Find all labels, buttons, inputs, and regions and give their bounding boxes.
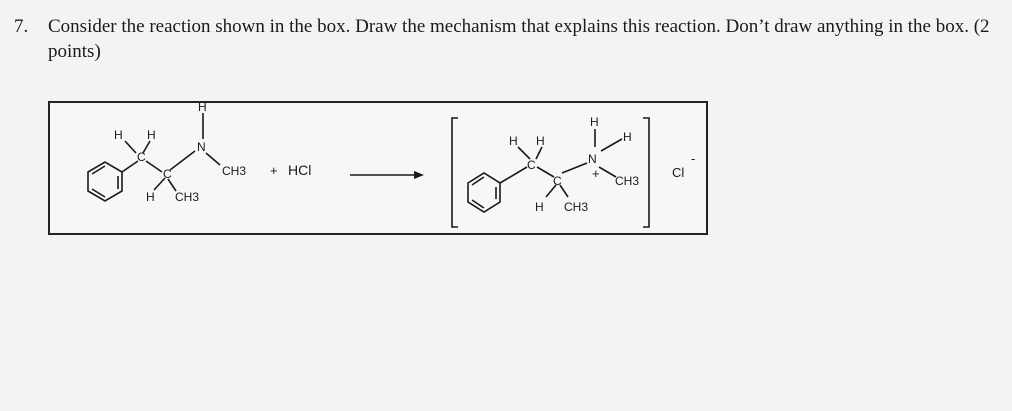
reactant-h-on-n: H (198, 103, 207, 114)
counterion-charge: - (691, 151, 696, 166)
product-c-methyl: CH3 (564, 200, 589, 214)
reactant-c-benzylic: C (137, 150, 146, 164)
reactant-c-methyl: CH3 (175, 190, 200, 204)
reactant-n: N (197, 140, 206, 154)
plus-sign: + (270, 163, 278, 178)
product-positive-charge: + (592, 166, 600, 181)
reaction-box (48, 101, 708, 235)
product-n: N (588, 152, 597, 166)
product-n-methyl: CH3 (615, 174, 640, 188)
product-h-on-n-top: H (590, 115, 599, 129)
counterion-cl: Cl (672, 165, 685, 180)
question-text: Consider the reaction shown in the box. Draw the mechanism that explains this reaction. Don’t draw anything in the box. (2 points) (48, 16, 990, 62)
question-number: 7. (14, 16, 29, 37)
reactant-h-top-right: H (147, 128, 156, 142)
reactant-h-top-left: H (114, 128, 123, 142)
reaction-scheme (50, 103, 710, 237)
product-h-top-right: H (536, 134, 545, 148)
product-h-top-left: H (509, 134, 518, 148)
product-c-alpha: C (553, 174, 562, 188)
product-h-bottom: H (535, 200, 544, 214)
reactant-h-bottom: H (146, 190, 155, 204)
reactant-n-methyl: CH3 (222, 164, 247, 178)
product-c-benzylic: C (527, 158, 536, 172)
reaction-arrow-head (414, 171, 424, 179)
benzene-ring-reactant (88, 162, 122, 201)
reagent-hcl: HCl (288, 162, 312, 178)
reactant-c-alpha: C (163, 167, 172, 181)
product-h-on-n-right: H (623, 130, 632, 144)
